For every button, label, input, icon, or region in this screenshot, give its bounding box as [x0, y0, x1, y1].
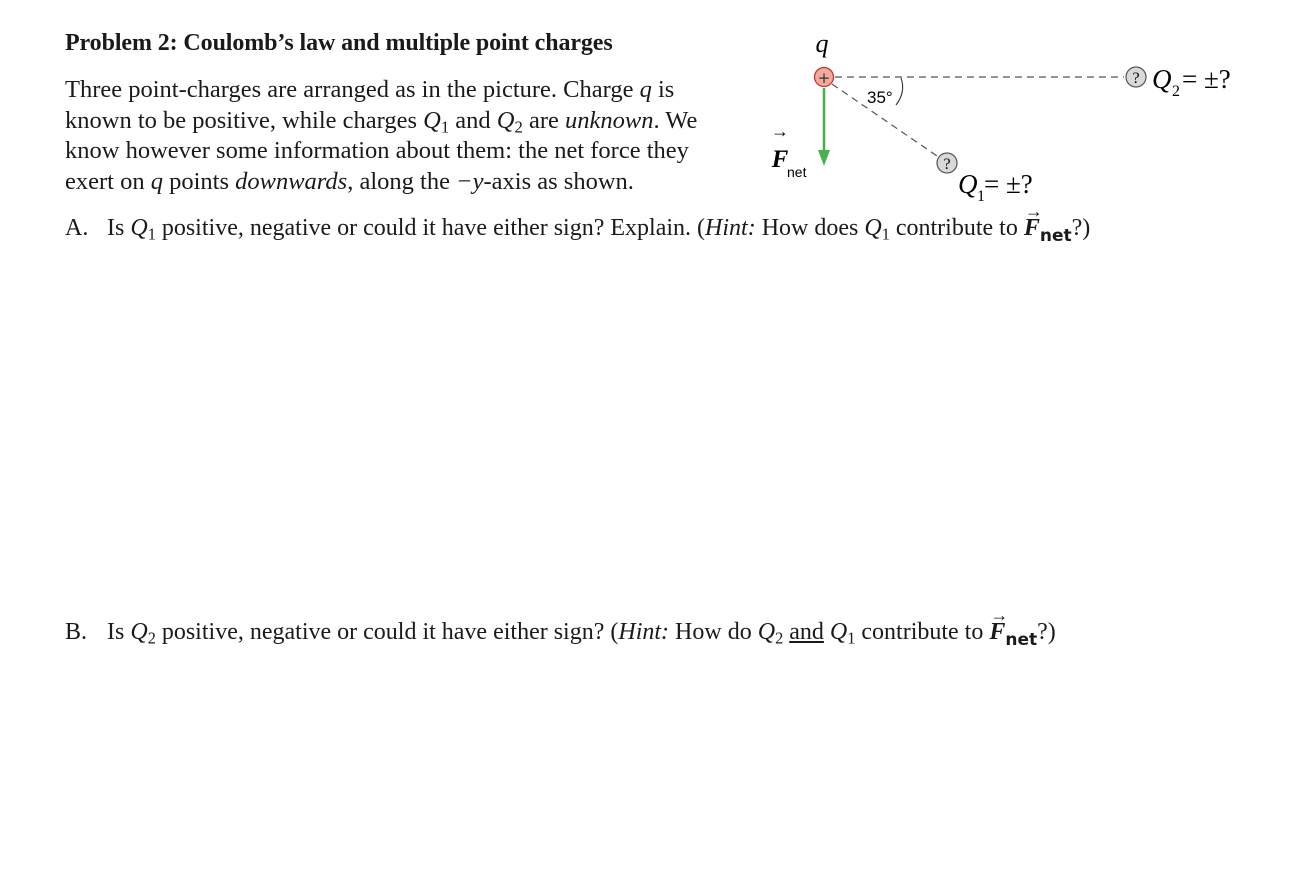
intro-line-3: know however some information about them: the net force they	[65, 137, 689, 164]
subscript: 1	[147, 224, 156, 244]
vector-f: F	[989, 619, 1006, 645]
intro-text: points	[162, 167, 236, 195]
intro-text: exert on	[65, 167, 151, 195]
intro-text: -axis as shown.	[483, 167, 634, 195]
var-q: q	[150, 167, 163, 195]
q2-value: = ±?	[1182, 64, 1231, 94]
vector-f: F	[1023, 215, 1040, 241]
subscript: 1	[881, 224, 890, 244]
angle-label: 35°	[867, 88, 893, 107]
underlined-and: and	[789, 619, 824, 645]
question-letter: B.	[65, 619, 88, 645]
vector-arrow: →	[990, 605, 1009, 625]
question-text: How does	[755, 215, 865, 241]
q2-label: Q	[1152, 64, 1172, 94]
plus-sign: +	[817, 69, 831, 87]
force-label-sub: net	[787, 164, 807, 180]
q1-unknown-icon: ?	[943, 156, 951, 173]
emphasis-unknown: unknown	[565, 106, 654, 134]
var-neg-y: −y	[456, 167, 484, 195]
intro-text: . We	[653, 106, 698, 134]
net-subscript: net	[1039, 225, 1072, 246]
q1-label: Q	[958, 169, 978, 199]
subscript: 2	[147, 628, 156, 648]
hint-label: Hint:	[618, 619, 670, 645]
question-text: contribute to	[855, 619, 990, 645]
question-letter: A.	[65, 215, 89, 241]
force-label-f: F	[771, 146, 789, 173]
subscript: 2	[514, 117, 523, 137]
question-text: Is	[107, 619, 131, 645]
force-arrow-head	[818, 150, 830, 166]
charge-q-label: q	[815, 29, 829, 58]
hint-label: Hint:	[705, 215, 756, 241]
intro-text: and	[449, 106, 497, 134]
var-Q1: Q	[423, 106, 441, 134]
subscript: 1	[847, 628, 856, 648]
question-text: positive, negative or could it have either sign? Explain. (	[155, 215, 706, 241]
subscript: 1	[440, 117, 450, 137]
var-Q1: Q	[829, 619, 848, 645]
intro-text: are	[522, 106, 565, 134]
intro-text: is	[651, 76, 675, 103]
subscript: 2	[775, 628, 784, 648]
question-text: contribute to	[889, 215, 1024, 241]
angle-arc	[896, 78, 903, 105]
var-Q2: Q	[757, 619, 776, 645]
q2-sub: 2	[1172, 83, 1180, 100]
q1-value: = ±?	[984, 169, 1033, 199]
question-text: How do	[669, 619, 758, 645]
intro-text: , along the	[347, 167, 457, 195]
force-label-arrow: →	[771, 121, 789, 141]
intro-text: known to be positive, while charges	[65, 106, 424, 134]
problem-title: Problem 2: Coulomb’s law and multiple point charges	[65, 30, 613, 56]
intro-text: Three point-charges are arranged as in the picture. Charge	[65, 76, 640, 103]
question-text: ?)	[1071, 215, 1091, 241]
var-q: q	[639, 76, 652, 103]
net-subscript: net	[1005, 629, 1038, 650]
question-text: positive, negative or could it have either sign? (	[155, 619, 619, 645]
q2-unknown-icon: ?	[1132, 70, 1140, 87]
question-text: ?)	[1037, 619, 1056, 645]
var-Q2: Q	[130, 619, 148, 645]
q1-sub: 1	[977, 188, 985, 205]
emphasis-downwards: downwards	[235, 167, 348, 195]
var-Q1: Q	[864, 215, 882, 241]
question-text: Is	[107, 215, 131, 241]
vector-arrow: →	[1024, 201, 1043, 221]
var-Q1: Q	[130, 215, 148, 241]
var-Q2: Q	[496, 106, 515, 134]
